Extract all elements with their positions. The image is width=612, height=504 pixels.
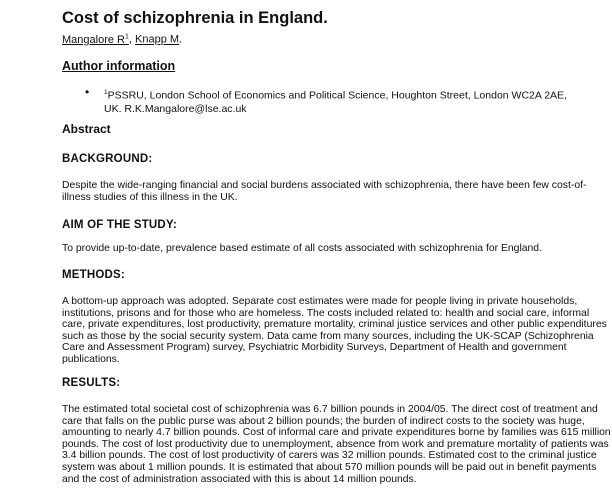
background-text: Despite the wide-ranging financial and social burdens associated with schizophrenia, there have been few cost-of-illness studies of this illness in the UK. [62,180,587,203]
author-link-mangalore[interactable] [62,34,129,46]
author-information-toggle[interactable]: Author information [62,59,176,73]
methods-heading: METHODS: [62,269,125,281]
affiliation-marker: 1 [104,89,108,96]
results-heading: RESULTS: [62,377,121,389]
bullet-icon: • [85,85,90,99]
methods-text: A bottom-up approach was adopted. Separate cost estimates were made for people living in private households, institutions, prisons and for those who are homeless. The costs included related to: health and social care, informal care, private expenditures, lost productivity, premature mortality, criminal justice services and other public expenditures such as those by the social security system. Data came from many sources, including the UK-SCAP (Schizophrenia Care and Assessment Program) survey, Psychiatric Morbidity Surveys, Department of Health and government publications. [62,296,607,365]
background-heading: BACKGROUND: [62,153,153,165]
author-name: Mangalore R [62,33,125,46]
results-text: The estimated total societal cost of schizophrenia was 6.7 billion pounds in 2004/05. The direct cost of treatment and care that falls on the public purse was about 2 billion pounds; the burden of indirect costs to the society was huge, amounting to nearly 4.7 billion pounds. Cost of informal care and private expenditures borne by families was 615 million pounds. The cost of lost productivity due to unemployment, absence from work and premature mortality of patients was 3.4 billion pounds. The cost of lost productivity of carers was 32 million pounds. Estimated cost to the criminal justice system was about 1 million pounds. It is estimated that about 570 million pounds will be paid out in benefit payments and the cost of administration associated with this is about 14 million pounds. [62,404,611,485]
aim-heading: AIM OF THE STUDY: [62,219,177,231]
affiliation-text [104,86,584,116]
article-title: Cost of schizophrenia in England. [62,9,328,27]
author-link-knapp[interactable] [135,34,179,46]
author-list [62,33,182,46]
author-list-end: . [179,33,183,46]
aim-text: To provide up-to-date, prevalence based estimate of all costs associated with schizophrenia for England. [62,243,542,254]
author-name: Knapp M [135,33,180,46]
author-separator: , [128,33,136,46]
author-affiliation-marker: 1 [124,33,129,40]
affiliation-body: PSSRU, London School of Economics and Political Science, Houghton Street, London WC2A 2AE, UK. R.K.Mangalore@lse.ac.uk [104,89,567,115]
abstract-heading: Abstract [62,122,111,136]
